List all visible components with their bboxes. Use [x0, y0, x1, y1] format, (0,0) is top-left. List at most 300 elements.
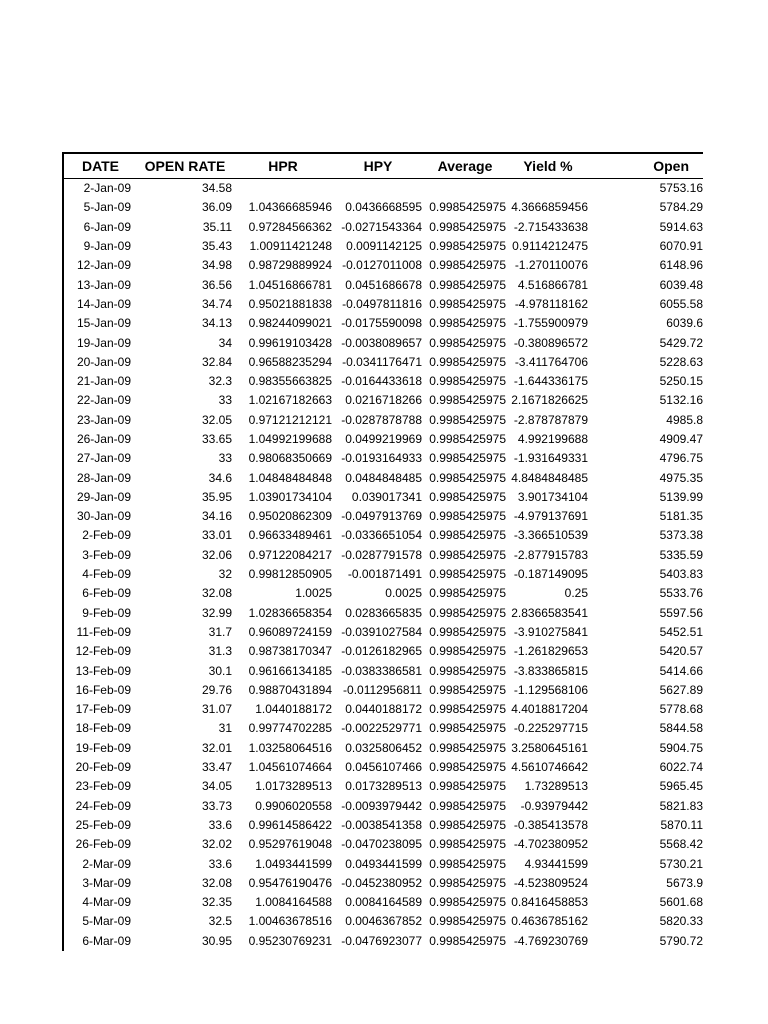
- cell-yield: 2.8366583541: [511, 605, 588, 620]
- table-row: [63, 816, 703, 835]
- cell-open-rate: 32.08: [201, 586, 232, 601]
- cell-hpr: 0.95230769231: [248, 933, 332, 948]
- cell-hpy: -0.0127011008: [342, 258, 422, 273]
- data-table: [62, 152, 703, 951]
- cell-average: 0.9985425975: [429, 509, 506, 524]
- table-row: [63, 526, 703, 545]
- cell-yield: -2.715433638: [513, 219, 588, 234]
- table-row: [63, 468, 703, 487]
- table-row: [63, 430, 703, 449]
- cell-open: 5730.21: [659, 856, 703, 871]
- cell-open-rate: 33.01: [201, 528, 232, 543]
- table-row: [63, 797, 703, 816]
- cell-open: 5139.99: [659, 489, 703, 504]
- table-row: [63, 739, 703, 758]
- cell-open: 4985.8: [666, 412, 703, 427]
- cell-hpy: 0.0436668595: [345, 200, 422, 215]
- table-row: [63, 218, 703, 237]
- cell-hpy: -0.0038541358: [341, 817, 422, 832]
- cell-open-rate: 33: [218, 451, 232, 466]
- cell-open: 5568.42: [659, 837, 703, 852]
- header-yield: Yield %: [507, 153, 589, 179]
- cell-open-rate: 32.02: [201, 837, 232, 852]
- table-row: [63, 623, 703, 642]
- cell-open-rate: 36.56: [201, 277, 232, 292]
- cell-average: 0.9985425975: [429, 624, 506, 639]
- cell-yield: -1.270110076: [514, 258, 588, 273]
- cell-date: 20-Jan-09: [63, 353, 137, 372]
- cell-open: 5965.45: [659, 779, 703, 794]
- cell-open: 5414.66: [659, 663, 703, 678]
- cell-hpy: -0.0022529771: [341, 721, 422, 736]
- cell-open-rate: 32.35: [201, 895, 232, 910]
- header-open-rate: OPEN RATE: [137, 153, 233, 179]
- cell-date: 13-Feb-09: [63, 661, 137, 680]
- cell-open-rate: 31.3: [208, 644, 232, 659]
- cell-yield: 3.2580645161: [511, 740, 588, 755]
- table-row: [63, 777, 703, 796]
- cell-hpy: 0.0499219969: [345, 432, 422, 446]
- cell-hpy: -0.0476923077: [341, 933, 422, 948]
- header-average: Average: [423, 153, 507, 179]
- cell-hpr: 1.04561074664: [248, 760, 332, 775]
- cell-date: 29-Jan-09: [63, 488, 137, 507]
- cell-average: 0.9985425975: [429, 779, 506, 794]
- cell-date: 20-Feb-09: [63, 758, 137, 777]
- table-row: [63, 372, 703, 391]
- table-row: [63, 507, 703, 526]
- cell-date: 19-Jan-09: [63, 333, 137, 352]
- cell-hpr: 1.0025: [295, 586, 332, 601]
- cell-yield: -0.93979442: [520, 798, 588, 813]
- table-row: [63, 854, 703, 873]
- table-row: [63, 546, 703, 565]
- table-header: [63, 153, 703, 179]
- cell-date: 28-Jan-09: [63, 468, 137, 487]
- cell-average: 0.9985425975: [429, 219, 506, 234]
- cell-open: 5904.75: [659, 740, 703, 755]
- cell-hpr: 0.95476190476: [248, 875, 332, 890]
- cell-date: 3-Mar-09: [63, 874, 137, 893]
- cell-date: 13-Jan-09: [63, 275, 137, 294]
- cell-average: 0.9985425975: [429, 740, 506, 755]
- cell-date: 15-Jan-09: [63, 314, 137, 333]
- cell-hpr: 1.04366685946: [248, 200, 332, 215]
- cell-average: 0.9985425975: [429, 798, 506, 813]
- cell-open-rate: 34.98: [201, 258, 232, 273]
- cell-date: 22-Jan-09: [63, 391, 137, 410]
- table-row: [63, 179, 703, 199]
- cell-average: 0.9985425975: [429, 933, 506, 948]
- cell-open-rate: 32.99: [201, 605, 232, 620]
- table-row: [63, 604, 703, 623]
- cell-open-rate: 33.6: [208, 817, 232, 832]
- table-row: [63, 314, 703, 333]
- table-row: [63, 198, 703, 217]
- cell-hpy: 0.0216718266: [345, 393, 422, 408]
- cell-open: 5870.11: [660, 817, 703, 832]
- spreadsheet: [62, 152, 702, 951]
- cell-date: 24-Feb-09: [63, 797, 137, 816]
- cell-open-rate: 29.76: [201, 682, 232, 697]
- cell-hpr: 1.03258064516: [248, 740, 332, 755]
- cell-date: 11-Feb-09: [63, 623, 137, 642]
- cell-hpy: 0.0173289513: [345, 779, 422, 794]
- cell-open-rate: 34.05: [201, 779, 232, 794]
- cell-hpr: 0.99614586422: [248, 817, 332, 832]
- cell-hpr: 0.9906020558: [255, 798, 332, 813]
- cell-open: 6148.96: [659, 258, 703, 273]
- cell-average: 0.9985425975: [429, 702, 506, 717]
- cell-hpr: 0.96633489461: [248, 528, 332, 543]
- cell-open: 5914.63: [659, 219, 703, 234]
- cell-hpy: 0.0493441599: [345, 856, 422, 871]
- table-row: [63, 719, 703, 738]
- cell-hpr: 1.04516866781: [248, 277, 332, 292]
- cell-hpr: 0.98729889924: [248, 258, 332, 273]
- cell-hpr: 0.98870431894: [248, 682, 332, 697]
- cell-yield: -1.644336175: [513, 374, 588, 389]
- cell-hpr: 0.99774702285: [248, 721, 332, 736]
- cell-hpy: 0.0440188172: [345, 702, 422, 717]
- cell-hpr: 0.95021881838: [248, 296, 332, 311]
- cell-yield: -0.225297715: [513, 721, 588, 736]
- cell-average: 0.9985425975: [429, 296, 506, 311]
- cell-open: 6070.91: [659, 239, 703, 254]
- cell-hpy: 0.0283665835: [345, 605, 422, 620]
- header-date: DATE: [63, 153, 137, 179]
- cell-hpy: 0.039017341: [351, 489, 422, 504]
- cell-yield: -4.702380952: [513, 837, 588, 852]
- cell-average: 0.9985425975: [429, 837, 506, 852]
- cell-open: 5533.76: [659, 586, 703, 601]
- cell-open: 6055.58: [659, 296, 703, 311]
- cell-hpr: 1.02836658354: [248, 605, 332, 620]
- cell-open-rate: 34: [218, 335, 232, 350]
- cell-open: 5790.72: [659, 933, 703, 948]
- header-hpy: HPY: [333, 153, 423, 179]
- cell-average: 0.9985425975: [429, 200, 506, 215]
- cell-hpy: 0.0456107466: [345, 760, 422, 775]
- cell-hpr: 0.97122084217: [248, 547, 332, 562]
- cell-open-rate: 31.7: [208, 624, 232, 639]
- cell-date: 16-Feb-09: [63, 681, 137, 700]
- cell-yield: 4.992199688: [517, 432, 588, 446]
- cell-yield: 4.93441599: [524, 856, 588, 871]
- header-row: [63, 153, 703, 179]
- cell-average: 0.9985425975: [429, 432, 506, 446]
- cell-yield: -2.878787879: [513, 412, 588, 427]
- cell-open-rate: 30.95: [201, 933, 232, 948]
- cell-average: 0.9985425975: [429, 721, 506, 736]
- cell-average: [423, 179, 507, 199]
- cell-yield: 4.8484848485: [511, 470, 588, 485]
- cell-date: 5-Jan-09: [63, 198, 137, 217]
- cell-yield: 0.9114212475: [512, 239, 588, 254]
- cell-hpy: 0.0046367852: [345, 914, 422, 929]
- cell-open-rate: 31: [218, 721, 232, 736]
- cell-hpy: 0.0091142125: [346, 239, 422, 254]
- cell-yield: 4.5610746642: [511, 760, 588, 775]
- cell-yield: -1.129568106: [513, 682, 588, 697]
- cell-yield: -4.523809524: [513, 875, 588, 890]
- cell-open-rate: 33.65: [201, 432, 232, 446]
- cell-open-rate: 32.05: [201, 412, 232, 427]
- cell-average: 0.9985425975: [429, 258, 506, 273]
- cell-hpy: -0.0497811816: [342, 296, 422, 311]
- cell-open-rate: 32.08: [201, 875, 232, 890]
- table-row: [63, 391, 703, 410]
- table-row: [63, 835, 703, 854]
- cell-hpr: 1.0173289513: [255, 779, 332, 794]
- cell-hpy: -0.0126182965: [341, 644, 422, 659]
- cell-yield: -1.261829653: [513, 644, 588, 659]
- cell-hpr: 0.96166134185: [248, 663, 332, 678]
- cell-average: 0.9985425975: [429, 875, 506, 890]
- cell-average: 0.9985425975: [429, 644, 506, 659]
- cell-average: 0.9985425975: [429, 914, 506, 929]
- cell-hpr: 1.04848484848: [248, 470, 332, 485]
- cell-open-rate: 32.84: [201, 354, 232, 369]
- cell-date: 12-Feb-09: [63, 642, 137, 661]
- cell-average: 0.9985425975: [429, 354, 506, 369]
- cell-open: 5820.33: [659, 914, 703, 929]
- cell-open: 5373.38: [659, 528, 703, 543]
- cell-hpr: 0.98068350669: [248, 451, 332, 466]
- cell-open: 5673.9: [666, 875, 703, 890]
- cell-date: 5-Mar-09: [63, 912, 137, 931]
- cell-yield: 0.8416458853: [511, 895, 588, 910]
- cell-hpr: [233, 179, 333, 199]
- cell-hpy: -0.0093979442: [341, 798, 422, 813]
- cell-open-rate: 33.73: [201, 798, 232, 813]
- cell-date: 23-Jan-09: [63, 411, 137, 430]
- cell-hpr: 1.0493441599: [255, 856, 332, 871]
- table-row: [63, 758, 703, 777]
- cell-date: 2-Mar-09: [63, 854, 137, 873]
- cell-average: 0.9985425975: [429, 412, 506, 427]
- cell-average: 0.9985425975: [429, 567, 506, 582]
- cell-date: 9-Jan-09: [63, 237, 137, 256]
- cell-yield: -0.385413578: [513, 817, 588, 832]
- cell-yield: -0.380896572: [513, 335, 588, 350]
- cell-open: 5601.68: [659, 895, 703, 910]
- cell-date: 6-Jan-09: [63, 218, 137, 237]
- cell-yield: -4.978118162: [514, 296, 588, 311]
- cell-open-rate: 35.11: [202, 219, 232, 234]
- cell-open: 5627.89: [659, 682, 703, 697]
- cell-average: 0.9985425975: [429, 393, 506, 408]
- cell-average: 0.9985425975: [429, 489, 506, 504]
- cell-yield: -3.910275841: [513, 624, 588, 639]
- cell-date: 18-Feb-09: [63, 719, 137, 738]
- cell-hpy: -0.0383386581: [341, 663, 422, 678]
- cell-open-rate: 32: [218, 567, 232, 582]
- cell-average: 0.9985425975: [429, 663, 506, 678]
- cell-open-rate: 34.6: [208, 470, 232, 485]
- table-row: [63, 661, 703, 680]
- table-row: [63, 256, 703, 275]
- cell-hpr: 0.97284566362: [248, 219, 332, 234]
- cell-date: 6-Feb-09: [63, 584, 137, 603]
- cell-yield: 1.73289513: [524, 779, 588, 794]
- cell-date: 30-Jan-09: [63, 507, 137, 526]
- cell-yield: 0.4636785162: [511, 914, 588, 929]
- cell-open-rate: 33.6: [208, 856, 232, 871]
- cell-yield: 4.3666859456: [511, 200, 588, 215]
- cell-hpr: 0.99619103428: [248, 335, 332, 350]
- cell-hpr: 1.02167182663: [248, 393, 332, 408]
- cell-yield: [507, 179, 589, 199]
- cell-hpr: 1.00911421248: [249, 239, 332, 254]
- cell-average: 0.9985425975: [429, 895, 506, 910]
- cell-open: 5452.51: [659, 624, 703, 639]
- cell-yield: -0.187149095: [513, 567, 588, 582]
- cell-open: 5429.72: [659, 335, 703, 350]
- cell-hpr: 1.03901734104: [248, 489, 332, 504]
- cell-open-rate: 34.16: [201, 509, 232, 524]
- cell-yield: 4.516866781: [517, 277, 588, 292]
- cell-open: 5753.16: [659, 181, 703, 196]
- table-row: [63, 584, 703, 603]
- cell-open: 6039.6: [666, 316, 703, 331]
- cell-date: 2-Jan-09: [63, 179, 137, 199]
- cell-yield: -3.366510539: [513, 528, 588, 543]
- cell-open: 5821.83: [659, 798, 703, 813]
- cell-hpr: 0.96089724159: [248, 624, 332, 639]
- cell-date: 26-Feb-09: [63, 835, 137, 854]
- cell-open-rate: 35.43: [201, 239, 232, 254]
- cell-open: 4975.35: [659, 470, 703, 485]
- cell-hpy: [333, 179, 423, 199]
- cell-date: 9-Feb-09: [63, 604, 137, 623]
- cell-hpy: -0.0193164933: [341, 451, 422, 466]
- cell-date: 6-Mar-09: [63, 932, 137, 951]
- cell-hpr: 1.00463678516: [248, 914, 332, 929]
- table-row: [63, 333, 703, 352]
- cell-open: 5844.58: [659, 721, 703, 736]
- cell-average: 0.9985425975: [429, 528, 506, 543]
- cell-date: 12-Jan-09: [63, 256, 137, 275]
- cell-hpr: 1.0440188172: [255, 702, 332, 717]
- cell-average: 0.9985425975: [429, 316, 506, 331]
- cell-hpy: -0.0112956811: [343, 682, 422, 697]
- cell-average: 0.9985425975: [429, 239, 506, 254]
- table-row: [63, 893, 703, 912]
- cell-hpr: 0.98738170347: [248, 644, 332, 659]
- cell-open-rate: 32.3: [208, 374, 232, 389]
- cell-open-rate: 30.1: [208, 663, 232, 678]
- cell-open: 4796.75: [659, 451, 703, 466]
- cell-hpr: 1.04992199688: [248, 432, 332, 446]
- cell-open-rate: 31.07: [201, 702, 232, 717]
- cell-open: 5250.15: [659, 374, 703, 389]
- cell-open: 5132.16: [659, 393, 703, 408]
- cell-date: 4-Feb-09: [63, 565, 137, 584]
- cell-date: 27-Jan-09: [63, 449, 137, 468]
- table-row: [63, 411, 703, 430]
- cell-average: 0.9985425975: [429, 277, 506, 292]
- cell-hpr: 0.99812850905: [248, 567, 332, 582]
- cell-open: 5784.29: [659, 200, 703, 215]
- cell-open: 6039.48: [659, 277, 703, 292]
- cell-average: 0.9985425975: [429, 335, 506, 350]
- cell-hpy: -0.0470238095: [341, 837, 422, 852]
- header-open: Open: [589, 153, 703, 179]
- cell-open: 4909.47: [659, 432, 703, 446]
- cell-average: 0.9985425975: [429, 470, 506, 485]
- cell-yield: -1.755900979: [513, 316, 588, 331]
- table-row: [63, 237, 703, 256]
- cell-hpy: -0.0336651054: [341, 528, 422, 543]
- cell-hpy: 0.0025: [385, 586, 422, 601]
- cell-yield: 3.901734104: [517, 489, 588, 504]
- cell-hpr: 0.98244099021: [248, 316, 332, 331]
- cell-hpr: 0.98355663825: [248, 374, 332, 389]
- cell-date: 3-Feb-09: [63, 546, 137, 565]
- cell-open-rate: 35.95: [201, 489, 232, 504]
- cell-hpy: -0.0038089657: [341, 335, 422, 350]
- cell-open-rate: 33: [218, 393, 232, 408]
- cell-hpr: 0.96588235294: [248, 354, 332, 369]
- cell-open-rate: 34.13: [201, 316, 232, 331]
- table-row: [63, 565, 703, 584]
- table-row: [63, 488, 703, 507]
- cell-open: 5228.63: [659, 354, 703, 369]
- cell-open-rate: 32.01: [201, 740, 232, 755]
- cell-hpy: -0.0497913769: [341, 509, 422, 524]
- cell-date: 14-Jan-09: [63, 295, 137, 314]
- cell-yield: -2.877915783: [513, 547, 588, 562]
- cell-date: 19-Feb-09: [63, 739, 137, 758]
- cell-average: 0.9985425975: [429, 451, 506, 466]
- cell-average: 0.9985425975: [429, 547, 506, 562]
- cell-average: 0.9985425975: [429, 586, 506, 601]
- cell-date: 23-Feb-09: [63, 777, 137, 796]
- cell-hpr: 0.95020862309: [248, 509, 332, 524]
- table-row: [63, 275, 703, 294]
- cell-average: 0.9985425975: [429, 817, 506, 832]
- cell-hpr: 0.97121212121: [248, 412, 332, 427]
- cell-hpy: 0.0084164589: [345, 895, 422, 910]
- cell-open: 5778.68: [659, 702, 703, 717]
- cell-average: 0.9985425975: [429, 374, 506, 389]
- table-row: [63, 874, 703, 893]
- cell-open-rate: 33.47: [201, 760, 232, 775]
- cell-hpy: 0.0325806452: [345, 740, 422, 755]
- cell-hpy: -0.0287791578: [341, 547, 422, 562]
- cell-yield: -1.931649331: [513, 451, 588, 466]
- cell-yield: -4.769230769: [513, 933, 588, 948]
- cell-open-rate: 34.74: [201, 296, 232, 311]
- table-row: [63, 700, 703, 719]
- cell-hpy: -0.0341176471: [342, 354, 422, 369]
- table-row: [63, 681, 703, 700]
- cell-hpy: -0.0271543364: [341, 219, 422, 234]
- cell-open: 5420.57: [659, 644, 703, 659]
- cell-hpy: -0.0287878788: [341, 412, 422, 427]
- cell-open-rate: 34.58: [201, 181, 232, 196]
- cell-yield: -3.833865815: [513, 663, 588, 678]
- cell-hpy: 0.0484848485: [345, 470, 422, 485]
- cell-open-rate: 36.09: [201, 200, 232, 215]
- table-row: [63, 353, 703, 372]
- cell-hpr: 1.0084164588: [255, 895, 332, 910]
- table-row: [63, 642, 703, 661]
- cell-yield: 0.25: [564, 586, 588, 601]
- cell-open: 6022.74: [659, 760, 703, 775]
- cell-open-rate: 32.06: [201, 547, 232, 562]
